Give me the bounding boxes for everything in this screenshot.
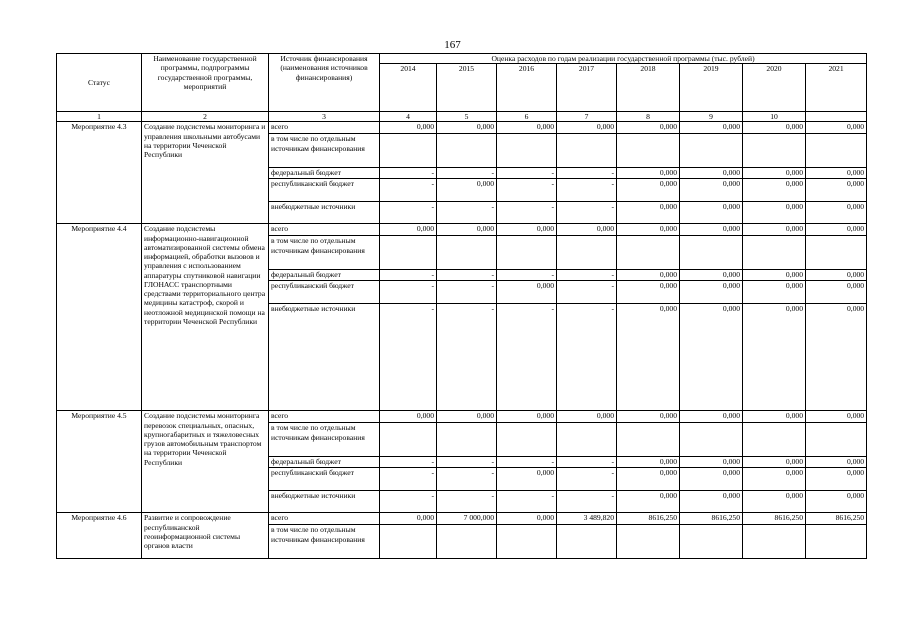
funding-source: всего xyxy=(269,224,380,236)
funding-source: в том числе по отдельным источникам финансирования xyxy=(269,423,380,457)
amount-cell: 0,000 xyxy=(617,224,680,236)
amount-cell xyxy=(743,236,806,270)
amount-cell: 0,000 xyxy=(743,304,806,411)
amount-cell xyxy=(617,525,680,559)
amount-cell: 0,000 xyxy=(680,304,743,411)
funding-source: республиканский бюджет xyxy=(269,281,380,304)
measure-name: Развитие и сопровождение республиканской геоинформационной системы органов власти xyxy=(142,513,269,559)
amount-cell: - xyxy=(557,168,617,179)
amount-cell: - xyxy=(497,202,557,224)
column-number: 10 xyxy=(743,112,806,122)
funding-source: внебюджетные источники xyxy=(269,202,380,224)
measure-name: Создание подсистемы мониторинга и управления школьными автобусами на территории Чеченской Республики xyxy=(142,122,269,224)
column-number: 4 xyxy=(380,112,437,122)
amount-cell: 0,000 xyxy=(617,179,680,202)
funding-source: республиканский бюджет xyxy=(269,179,380,202)
amount-cell: 0,000 xyxy=(806,304,867,411)
header-status: Статус xyxy=(57,54,142,112)
amount-cell: 7 000,000 xyxy=(437,513,497,525)
funding-source: внебюджетные источники xyxy=(269,491,380,513)
column-number: 1 xyxy=(57,112,142,122)
amount-cell: 0,000 xyxy=(437,411,497,423)
amount-cell: 0,000 xyxy=(617,457,680,468)
amount-cell: 0,000 xyxy=(743,457,806,468)
amount-cell: 0,000 xyxy=(617,468,680,491)
measure-status: Мероприятие 4.3 xyxy=(57,122,142,224)
measure-name: Создание подсистемы мониторинга перевозок специальных, опасных, крупногабаритных и тяжеловесных грузов автомобильным транспортом на территории Чеченской Республики xyxy=(142,411,269,513)
amount-cell: 0,000 xyxy=(806,491,867,513)
funding-source: федеральный бюджет xyxy=(269,270,380,281)
amount-cell xyxy=(437,236,497,270)
amount-cell: - xyxy=(437,304,497,411)
amount-cell: 0,000 xyxy=(617,304,680,411)
amount-cell: 0,000 xyxy=(743,281,806,304)
amount-cell: 0,000 xyxy=(437,122,497,134)
amount-cell: 0,000 xyxy=(680,270,743,281)
amount-cell: 0,000 xyxy=(743,168,806,179)
amount-cell: 0,000 xyxy=(557,411,617,423)
funding-source: в том числе по отдельным источникам финансирования xyxy=(269,525,380,559)
amount-cell: 0,000 xyxy=(497,122,557,134)
amount-cell: 0,000 xyxy=(557,224,617,236)
column-number: 7 xyxy=(557,112,617,122)
amount-cell xyxy=(557,525,617,559)
amount-cell: - xyxy=(437,270,497,281)
amount-cell xyxy=(617,134,680,168)
amount-cell: 0,000 xyxy=(680,457,743,468)
amount-cell: 0,000 xyxy=(497,468,557,491)
amount-cell: 0,000 xyxy=(617,122,680,134)
amount-cell: 8616,250 xyxy=(743,513,806,525)
measure-status: Мероприятие 4.4 xyxy=(57,224,142,411)
header-year: 2020 xyxy=(743,64,806,112)
amount-cell: 0,000 xyxy=(680,202,743,224)
amount-cell: 0,000 xyxy=(617,270,680,281)
amount-cell xyxy=(743,423,806,457)
amount-cell: 0,000 xyxy=(743,202,806,224)
amount-cell xyxy=(743,134,806,168)
amount-cell xyxy=(437,134,497,168)
amount-cell: 0,000 xyxy=(806,202,867,224)
amount-cell xyxy=(497,423,557,457)
funding-source: в том числе по отдельным источникам финансирования xyxy=(269,134,380,168)
funding-source: всего xyxy=(269,122,380,134)
header-year: 2021 xyxy=(806,64,867,112)
measure-status: Мероприятие 4.5 xyxy=(57,411,142,513)
column-number: 5 xyxy=(437,112,497,122)
page-number: 167 xyxy=(444,39,461,51)
column-number: 9 xyxy=(680,112,743,122)
amount-cell xyxy=(806,134,867,168)
amount-cell xyxy=(380,525,437,559)
funding-source: всего xyxy=(269,513,380,525)
column-number: 8 xyxy=(617,112,680,122)
amount-cell: - xyxy=(437,202,497,224)
amount-cell xyxy=(557,236,617,270)
amount-cell: - xyxy=(380,468,437,491)
header-year: 2018 xyxy=(617,64,680,112)
amount-cell xyxy=(617,236,680,270)
table-row xyxy=(57,513,867,525)
amount-cell: 0,000 xyxy=(680,411,743,423)
amount-cell: 0,000 xyxy=(680,168,743,179)
header-year: 2017 xyxy=(557,64,617,112)
amount-cell: - xyxy=(557,202,617,224)
amount-cell: - xyxy=(557,270,617,281)
amount-cell xyxy=(497,134,557,168)
amount-cell: 0,000 xyxy=(680,122,743,134)
table-row xyxy=(57,122,867,134)
amount-cell xyxy=(617,423,680,457)
amount-cell: - xyxy=(497,457,557,468)
amount-cell: 0,000 xyxy=(380,224,437,236)
amount-cell: - xyxy=(557,281,617,304)
column-number: 3 xyxy=(269,112,380,122)
amount-cell xyxy=(557,134,617,168)
amount-cell: 0,000 xyxy=(680,179,743,202)
amount-cell: 0,000 xyxy=(437,179,497,202)
amount-cell xyxy=(806,236,867,270)
amount-cell: - xyxy=(380,491,437,513)
amount-cell: - xyxy=(437,168,497,179)
amount-cell xyxy=(380,236,437,270)
amount-cell: - xyxy=(557,468,617,491)
amount-cell: - xyxy=(437,491,497,513)
header-year: 2014 xyxy=(380,64,437,112)
amount-cell: - xyxy=(380,281,437,304)
amount-cell: 0,000 xyxy=(743,122,806,134)
amount-cell: 0,000 xyxy=(617,202,680,224)
amount-cell: 0,000 xyxy=(497,411,557,423)
amount-cell: - xyxy=(380,457,437,468)
amount-cell: 0,000 xyxy=(497,513,557,525)
column-number xyxy=(806,112,867,122)
amount-cell: - xyxy=(380,202,437,224)
amount-cell xyxy=(806,525,867,559)
amount-cell: - xyxy=(437,281,497,304)
amount-cell: 0,000 xyxy=(806,224,867,236)
amount-cell: 0,000 xyxy=(743,491,806,513)
amount-cell: 0,000 xyxy=(617,411,680,423)
amount-cell: 0,000 xyxy=(806,457,867,468)
amount-cell: - xyxy=(437,468,497,491)
amount-cell: - xyxy=(380,270,437,281)
funding-source: внебюджетные источники xyxy=(269,304,380,411)
amount-cell xyxy=(497,525,557,559)
table-row xyxy=(57,224,867,236)
amount-cell xyxy=(743,525,806,559)
table-row xyxy=(57,411,867,423)
amount-cell xyxy=(380,423,437,457)
amount-cell: 0,000 xyxy=(806,122,867,134)
amount-cell: 0,000 xyxy=(617,168,680,179)
amount-cell: 0,000 xyxy=(743,270,806,281)
funding-source: федеральный бюджет xyxy=(269,168,380,179)
amount-cell: 8616,250 xyxy=(806,513,867,525)
amount-cell: - xyxy=(497,304,557,411)
amount-cell: 0,000 xyxy=(437,224,497,236)
amount-cell xyxy=(557,423,617,457)
amount-cell: 0,000 xyxy=(806,179,867,202)
header-year: 2016 xyxy=(497,64,557,112)
amount-cell xyxy=(680,525,743,559)
amount-cell xyxy=(806,423,867,457)
amount-cell: 0,000 xyxy=(497,281,557,304)
amount-cell xyxy=(437,423,497,457)
amount-cell: - xyxy=(437,457,497,468)
amount-cell: 0,000 xyxy=(380,513,437,525)
amount-cell: - xyxy=(557,179,617,202)
amount-cell: 0,000 xyxy=(617,281,680,304)
amount-cell: - xyxy=(497,168,557,179)
budget-table xyxy=(56,53,867,559)
measure-name: Создание подсистемы информационно-навигационной автоматизированной системы обмена информацией, обработки вызовов и управления с использованием аппаратуры спутниковой навигации ГЛОНАСС транспортными средствами территориального центра медицины катастроф, скорой и неотложной медицинской помощи на территории Чеченской Республики xyxy=(142,224,269,411)
amount-cell: 0,000 xyxy=(806,411,867,423)
amount-cell: - xyxy=(380,168,437,179)
amount-cell: 0,000 xyxy=(497,224,557,236)
header-year: 2015 xyxy=(437,64,497,112)
amount-cell: - xyxy=(557,491,617,513)
amount-cell: 0,000 xyxy=(806,281,867,304)
amount-cell xyxy=(497,236,557,270)
column-number: 2 xyxy=(142,112,269,122)
amount-cell: 0,000 xyxy=(617,491,680,513)
amount-cell: 0,000 xyxy=(680,281,743,304)
measure-status: Мероприятие 4.6 xyxy=(57,513,142,559)
amount-cell: 0,000 xyxy=(380,122,437,134)
amount-cell: 0,000 xyxy=(380,411,437,423)
amount-cell: 0,000 xyxy=(743,224,806,236)
header-source: Источник финансирования (наименования источников финансирования) xyxy=(269,54,380,112)
funding-source: всего xyxy=(269,411,380,423)
header-name: Наименование государственной программы, подпрограммы государственной программы, мероприятий xyxy=(142,54,269,112)
funding-source: федеральный бюджет xyxy=(269,457,380,468)
amount-cell: 0,000 xyxy=(743,468,806,491)
funding-source: в том числе по отдельным источникам финансирования xyxy=(269,236,380,270)
header-year: 2019 xyxy=(680,64,743,112)
amount-cell: - xyxy=(557,304,617,411)
amount-cell: - xyxy=(497,179,557,202)
amount-cell: 0,000 xyxy=(680,468,743,491)
amount-cell xyxy=(380,134,437,168)
amount-cell: 0,000 xyxy=(680,224,743,236)
amount-cell xyxy=(680,236,743,270)
amount-cell: 8616,250 xyxy=(680,513,743,525)
amount-cell: 0,000 xyxy=(806,468,867,491)
amount-cell: - xyxy=(497,270,557,281)
amount-cell: 3 489,820 xyxy=(557,513,617,525)
amount-cell: - xyxy=(380,304,437,411)
amount-cell: 0,000 xyxy=(557,122,617,134)
amount-cell: 8616,250 xyxy=(617,513,680,525)
amount-cell xyxy=(437,525,497,559)
amount-cell xyxy=(680,134,743,168)
funding-source: республиканский бюджет xyxy=(269,468,380,491)
header-estimate: Оценка расходов по годам реализации государственной программы (тыс. рублей) xyxy=(380,54,867,64)
amount-cell: 0,000 xyxy=(743,411,806,423)
column-number: 6 xyxy=(497,112,557,122)
amount-cell: 0,000 xyxy=(806,168,867,179)
amount-cell: - xyxy=(380,179,437,202)
amount-cell: 0,000 xyxy=(743,179,806,202)
amount-cell: - xyxy=(497,491,557,513)
amount-cell xyxy=(680,423,743,457)
amount-cell: 0,000 xyxy=(680,491,743,513)
amount-cell: 0,000 xyxy=(806,270,867,281)
amount-cell: - xyxy=(557,457,617,468)
